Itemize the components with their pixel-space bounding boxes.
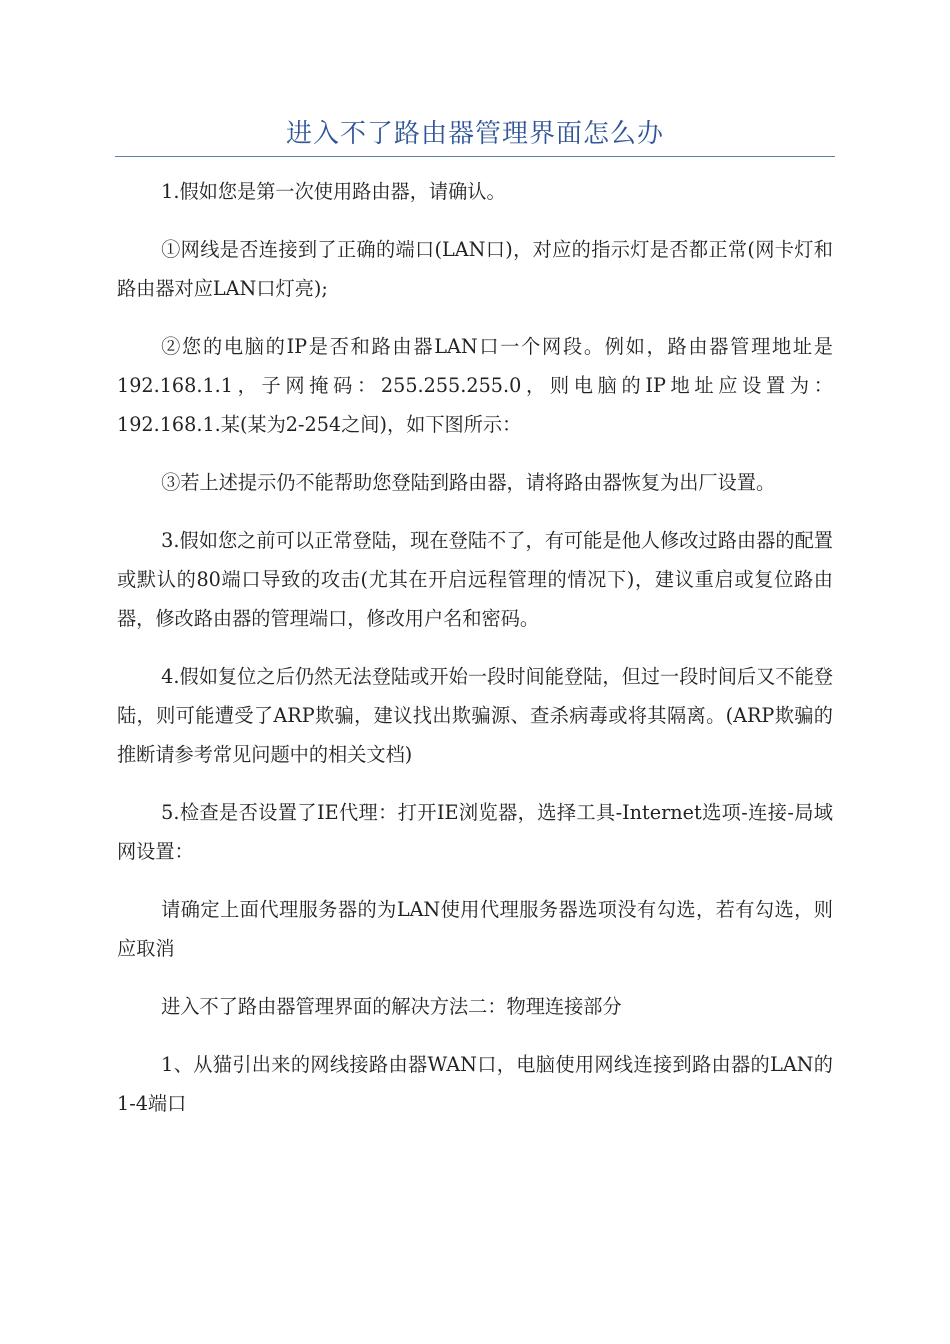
- title-block: [115, 112, 835, 157]
- paragraph-wan-lan-connection: 1、从猫引出来的网线接路由器WAN口，电脑使用网线连接到路由器的LAN的1-4端口: [117, 1053, 833, 1115]
- paragraph-proxy-uncheck: 请确定上面代理服务器的为LAN使用代理服务器选项没有勾选，若有勾选，则应取消: [117, 898, 833, 960]
- paragraph-method-two-heading: 进入不了路由器管理界面的解决方法二：物理连接部分: [161, 995, 622, 1018]
- paragraph-arp-spoofing: 4.假如复位之后仍然无法登陆或开始一段时间能登陆，但过一段时间后又不能登陆，则可能遭受了ARP欺骗，建议找出欺骗源、查杀病毒或将其隔离。(ARP欺骗的推断请参考常见问题中的相关文档): [117, 665, 833, 766]
- paragraph-factory-reset: ③若上述提示仍不能帮助您登陆到路由器，请将路由器恢复为出厂设置。: [161, 471, 776, 494]
- document-title: 进入不了路由器管理界面怎么办: [285, 119, 664, 149]
- paragraph-ie-proxy: 5.检查是否设置了IE代理：打开IE浏览器，选择工具-Internet选项-连接-局域网设置：: [117, 801, 833, 863]
- paragraph-port-attack: 3.假如您之前可以正常登陆，现在登陆不了，有可能是他人修改过路由器的配置或默认的80端口导致的攻击(尤其在开启远程管理的情况下)，建议重启或复位路由器，修改路由器的管理端口，修改用户名和密码。: [117, 529, 833, 630]
- paragraph-first-use: 1.假如您是第一次使用路由器，请确认。: [161, 180, 506, 203]
- paragraph-ip-subnet: ②您的电脑的IP是否和路由器LAN口一个网段。例如，路由器管理地址是192.168.1.1，子网掩码：255.255.255.0，则电脑的IP地址应设置为：192.168.1.某(某为2-254之间)，如下图所示：: [117, 335, 833, 436]
- document-body: [117, 172, 833, 1142]
- paragraph-cable-port: ①网线是否连接到了正确的端口(LAN口)，对应的指示灯是否都正常(网卡灯和路由器对应LAN口灯亮);: [117, 238, 833, 300]
